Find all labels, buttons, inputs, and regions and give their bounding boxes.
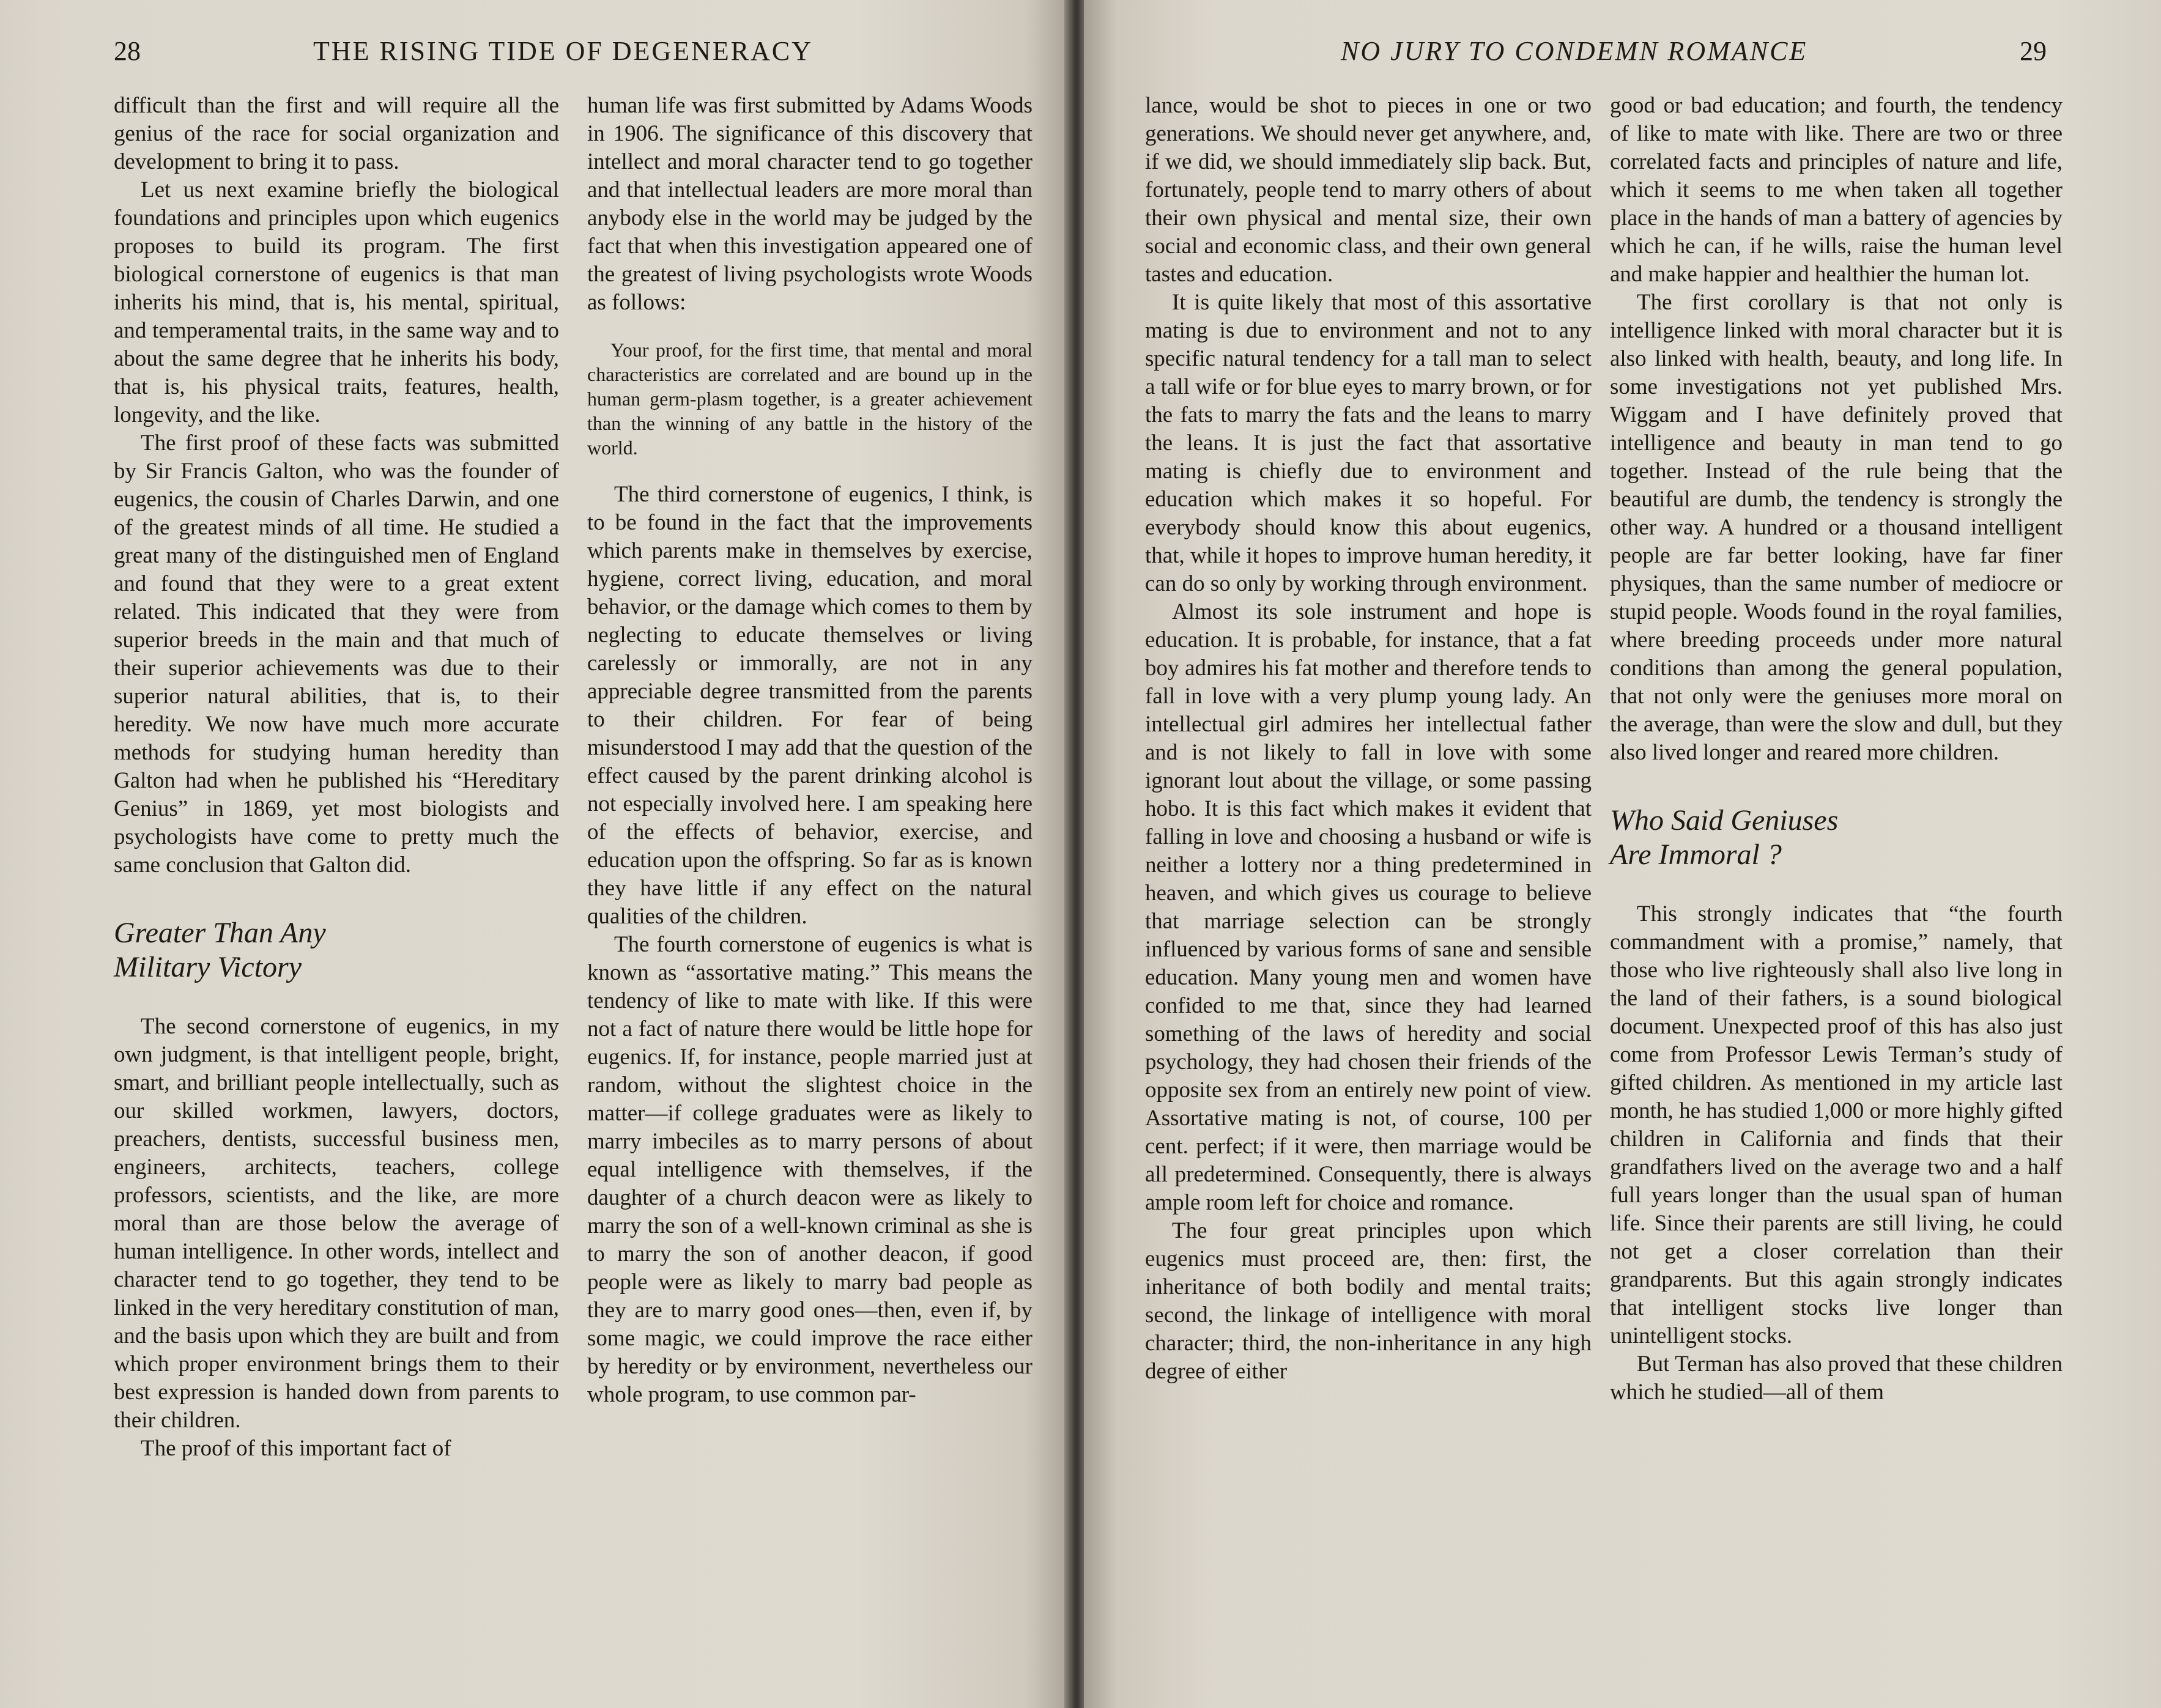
section-heading-line-1: Greater Than Any (114, 917, 326, 949)
section-heading (1610, 804, 2063, 872)
paragraph: lance, would be shot to pieces in one or two generations. We should never get anywhere, and, if we did, we should immediately slip back. But, fortunately, people tend to marry others of about their own physical and mental size, their own social and economic class, and their own general tastes and education. (1145, 93, 1592, 287)
running-head-right: NO JURY TO CONDEMN ROMANCE (1341, 36, 1808, 66)
paragraph: The first corollary is that not only is intelligence linked with moral character but it is also linked with health, beauty, and long life. In some investigations not yet published Mrs. Wiggam and I have definitely proved that intelligence and beauty in man tend to go together. Instead of the rule being that the beautiful are dumb, the tendency is strongly the other way. A hundred or a thousand intelligent people are far better looking, have far finer physiques, than the same number of mediocre or stupid people. Woods found in the royal families, where breeding proceeds under more natural conditions than among the general population, that not only were the geniuses more moral on the average, than were the slow and dull, but they also lived longer and reared more children. (1610, 290, 2063, 765)
block-quote: Your proof, for the first time, that mental and moral characteristics are correlated and are bound up in the human germ-plasm together, is a greater achievement than the winning of any battle in the history of the world. (587, 339, 1032, 459)
section-heading-line-2: Military Victory (114, 951, 302, 983)
right-page-column-1 (1145, 92, 1592, 1386)
paragraph: The third cornerstone of eugenics, I think, is to be found in the fact that the improvements which parents make in themselves by exercise, hygiene, correct living, education, and moral behavior, or the damage which comes to them by neglecting to educate themselves or living carelessly or immorally, are not in any appreciable degree transmitted from the parents to their children. For fear of being misunderstood I may add that the question of the effect caused by the parent drinking alcohol is not especially involved here. I am speaking here of the effects of behavior, exercise, and education upon the offspring. So far as is known they have little if any effect on the natural qualities of the children. (587, 482, 1032, 929)
paragraph: good or bad education; and fourth, the tendency of like to mate with like. There are two or three correlated facts and principles of nature and life, which it seems to me when taken all together place in the hands of man a battery of agencies by which he can, if he wills, raise the human level and make happier and healthier the human lot. (1610, 93, 2063, 287)
paragraph: human life was first submitted by Adams Woods in 1906. The significance of this discovery that intellect and moral character tend to go together and that intellectual leaders are more moral than anybody else in the world may be judged by the fact that when this investigation appeared one of the greatest of living psychologists wrote Woods as follows: (587, 93, 1032, 315)
section-heading-line-1: Who Said Geniuses (1610, 804, 1839, 837)
paragraph: Almost its sole instrument and hope is education. It is probable, for instance, that a fat boy admires his fat mother and therefore tends to fall in love with a very plump young lady. An intellectual girl admires her intellectual father and is not likely to fall in love with some ignorant lout about the village, or some passing hobo. It is this fact which makes it evident that falling in love and choosing a husband or wife is neither a lottery nor a thing predetermined in heaven, and which gives us courage to believe that marriage selection can be strongly influenced by various forms of sane and sensible education. Many young men and women have confided to me that, since they had learned something of the laws of heredity and social psychology, they had chosen their friends of the opposite sex from an entirely new point of view. Assortative mating is not, of course, 100 per cent. perfect; if it were, then marriage would be all predetermined. Consequently, there is always ample room left for choice and romance. (1145, 599, 1592, 1215)
paragraph: Let us next examine briefly the biological foundations and principles upon which eugenics proposes to build its program. The first biological cornerstone of eugenics is that man inherits his mind, that is, his mental, spiritual, and temperamental traits, in the same way and to about the same degree that he inherits his body, that is, his physical traits, features, health, longevity, and the like. (114, 177, 559, 427)
left-page (0, 0, 1069, 1708)
paragraph: But Terman has also proved that these children which he studied—all of them (1610, 1351, 2063, 1405)
paragraph: The proof of this important fact of (141, 1436, 451, 1461)
paragraph: The fourth cornerstone of eugenics is what is known as “assortative mating.” This means the tendency of like to mate with like. If this were not a fact of nature there would be little hope for eugenics. If, for instance, people married just at random, without the slightest choice in the matter—if college graduates were as likely to marry imbeciles as to marry persons of about equal intelligence with themselves, if the daughter of a church deacon were as likely to marry the son of a well-known criminal as she is to marry the son of another deacon, if good people were as likely to marry bad people as they are to marry good ones—then, even if, by some magic, we could improve the race either by heredity or by environment, nevertheless our whole program, to use common par- (587, 932, 1032, 1407)
paragraph: It is quite likely that most of this assortative mating is due to environment and not to any specific natural tendency for a tall man to select a tall wife or for blue eyes to marry brown, or for the fats to marry the fats and the leans to marry the leans. It is just the fact that assortative mating is chiefly due to environment and education which makes it so hopeful. For everybody should know this about eugenics, that, while it hopes to improve human heredity, it can do so only by working through environment. (1145, 290, 1592, 596)
right-page-column-2 (1610, 92, 2063, 1407)
paragraph: The second cornerstone of eugenics, in my own judgment, is that intelligent people, bright, smart, and brilliant people intellectually, such as our skilled workmen, lawyers, doctors, preachers, dentists, successful business men, engineers, architects, teachers, college professors, scientists, and the like, are more moral than are those below the average of human intelligence. In other words, intellect and character tend to go together, they tend to be linked in the very hereditary constitution of man, and the basis upon which they are built and from which proper environment brings them to their best expression is handed down from parents to their children. (114, 1014, 559, 1433)
left-page-column-1 (114, 92, 559, 1463)
page-number-right: 29 (2020, 36, 2047, 66)
page-number-left: 28 (114, 36, 141, 66)
section-heading-line-2: Are Immoral ? (1610, 838, 1782, 871)
left-page-column-2 (587, 92, 1032, 1409)
section-heading (114, 916, 559, 985)
right-page (1084, 0, 2161, 1708)
running-head-left: THE RISING TIDE OF DEGENERACY (313, 36, 814, 66)
paragraph: This strongly indicates that “the fourth commandment with a promise,” namely, that those who live righteously shall also live long in the land of their fathers, is a sound biological document. Unexpected proof of this has also just come from Professor Lewis Terman’s study of gifted children. As mentioned in my article last month, he has studied 1,000 or more highly gifted children in California and finds that their grandfathers lived on the average two and a half full years longer than the usual span of human life. Since their parents are still living, he could not get a closer correlation than their grandparents. But this again strongly indicates that intelligent stocks live longer than unintelligent stocks. (1610, 901, 2063, 1348)
paragraph: The first proof of these facts was submitted by Sir Francis Galton, who was the founder of eugenics, the cousin of Charles Darwin, and one of the greatest minds of all time. He studied a great many of the distinguished men of England and found that they were to a great extent related. This indicated that they were from superior breeds in the main and that much of their superior achievements was due to their superior natural abilities, that is, to their heredity. We now have much more accurate methods for studying human heredity than Galton had when he published his “Hereditary Genius” in 1869, yet most biologists and psychologists have come to pretty much the same conclusion that Galton did. (114, 431, 559, 878)
paragraph: The four great principles upon which eugenics must proceed are, then: first, the inheritance of both bodily and mental traits; second, the linkage of intelligence with moral character; third, the non-inheritance in any high degree of either (1145, 1218, 1592, 1384)
paragraph: difficult than the first and will require all the genius of the race for social organization and development to bring it to pass. (114, 93, 559, 174)
